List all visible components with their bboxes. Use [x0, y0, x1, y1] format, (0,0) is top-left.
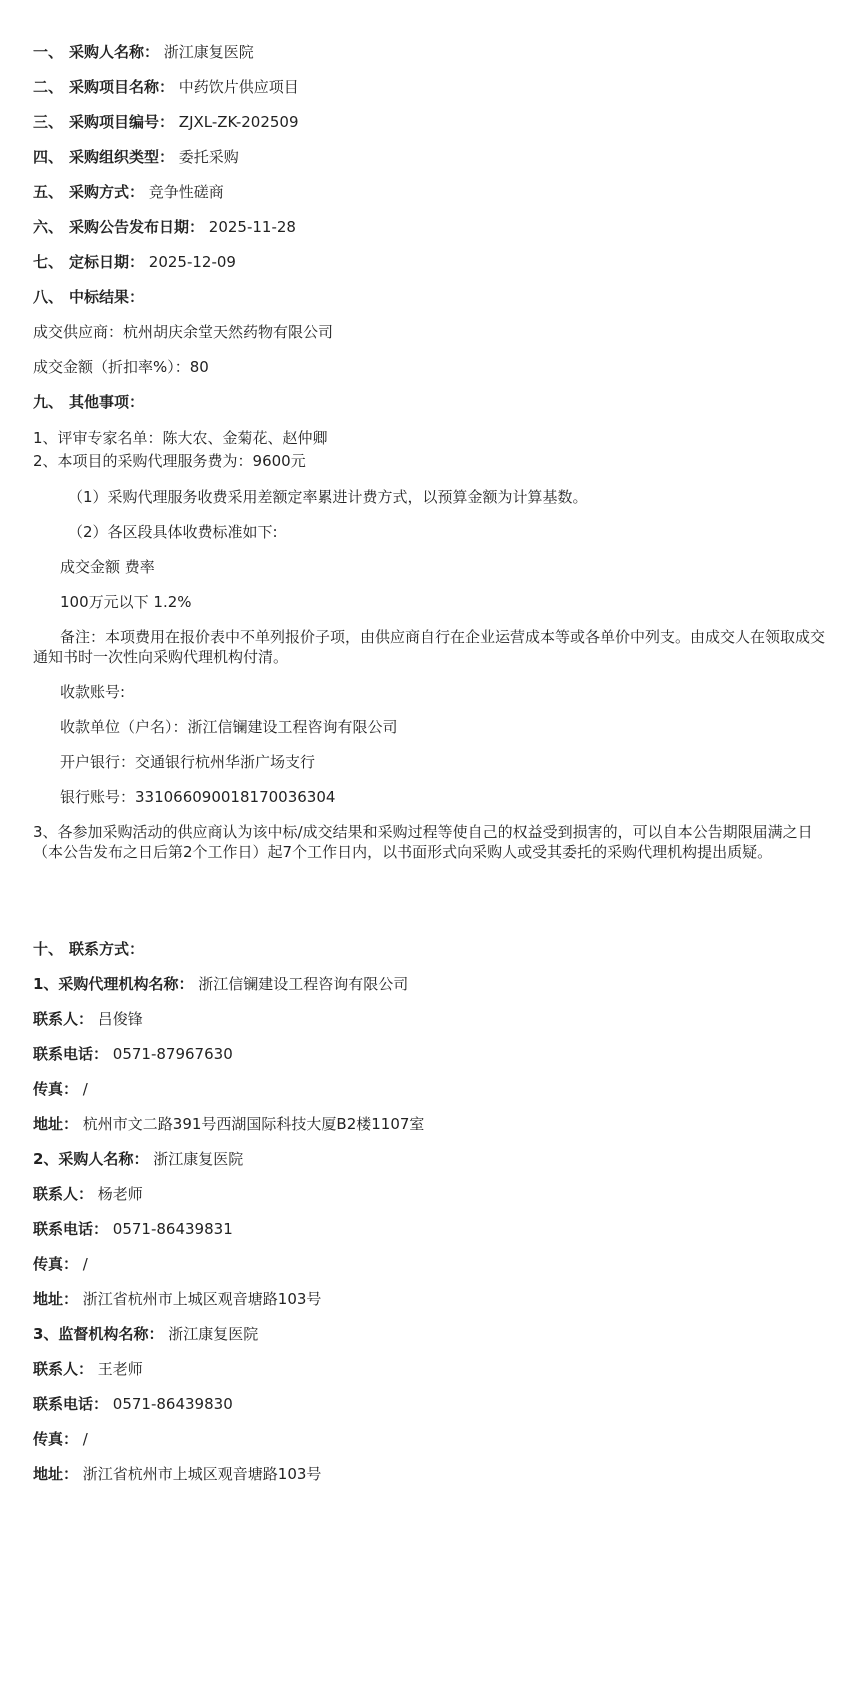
- section-value: 中药饮片供应项目: [178, 78, 299, 96]
- winning-supplier: 成交供应商：杭州胡庆余堂天然药物有限公司: [33, 323, 334, 341]
- section-number: 七、: [33, 253, 64, 271]
- section-number: 三、: [33, 113, 64, 131]
- contact-value: 杭州市文二路391号西湖国际科技大厦B2楼1107室: [82, 1115, 425, 1133]
- procurement-method-row: [33, 182, 224, 202]
- section-number: 六、: [33, 218, 64, 236]
- contact-value: /: [82, 1080, 88, 1098]
- section-label: 采购项目名称：: [69, 78, 175, 96]
- buyer-person-row: [33, 1184, 143, 1204]
- section-value: ZJXL-ZK-202509: [178, 113, 299, 131]
- section-label: 联系方式：: [69, 940, 145, 958]
- supervisor-address-row: [33, 1464, 321, 1484]
- fee-standard: （2）各区段具体收费标准如下:: [68, 523, 278, 541]
- section-label: 采购方式：: [69, 183, 145, 201]
- agency-fax-row: [33, 1079, 88, 1099]
- contact-value: /: [82, 1430, 88, 1448]
- award-date-row: [33, 252, 236, 272]
- contact-label: 联系人：: [33, 1185, 94, 1203]
- section-number: 二、: [33, 78, 64, 96]
- agency-name-row: [33, 974, 408, 994]
- contact-label: 2、采购人名称：: [33, 1150, 149, 1168]
- contact-label: 1、采购代理机构名称：: [33, 975, 194, 993]
- contact-value: /: [82, 1255, 88, 1273]
- project-number-row: [33, 112, 299, 132]
- buyer-phone-row: [33, 1219, 233, 1239]
- section-number: 九、: [33, 393, 64, 411]
- section-number: 十、: [33, 940, 64, 958]
- section-label: 其他事项：: [69, 393, 145, 411]
- contact-value: 0571-86439830: [112, 1395, 233, 1413]
- contact-label: 联系电话：: [33, 1395, 109, 1413]
- section-number: 一、: [33, 43, 64, 61]
- buyer-fax-row: [33, 1254, 88, 1274]
- contact-value: 0571-86439831: [112, 1220, 233, 1238]
- section-label: 采购人名称：: [69, 43, 160, 61]
- fee-table-header: 成交金额 费率: [60, 558, 155, 576]
- contact-value: 浙江信镧建设工程咨询有限公司: [198, 975, 409, 993]
- payee-name: 收款单位（户名）：浙江信镧建设工程咨询有限公司: [60, 718, 398, 736]
- supervisor-phone-row: [33, 1394, 233, 1414]
- contact-heading: [33, 939, 144, 959]
- supervisor-fax-row: [33, 1429, 88, 1449]
- other-matters-heading: [33, 392, 144, 412]
- contact-value: 0571-87967630: [112, 1045, 233, 1063]
- section-value: 浙江康复医院: [163, 43, 254, 61]
- section-label: 采购公告发布日期：: [69, 218, 205, 236]
- section-value: 委托采购: [178, 148, 239, 166]
- supervisor-person-row: [33, 1359, 143, 1379]
- buyer-address-row: [33, 1289, 321, 1309]
- organization-type-row: [33, 147, 239, 167]
- fee-remark: 备注：本项费用在报价表中不单列报价子项，由供应商自行在企业运营成本等或各单价中列支。由成交人在领取成交通知书时一次性向采购代理机构付清。: [33, 628, 826, 666]
- contact-label: 联系人：: [33, 1010, 94, 1028]
- publish-date-row: [33, 217, 296, 237]
- expert-list: 1、评审专家名单：陈大农、金菊花、赵仲卿: [33, 429, 328, 447]
- contact-label: 联系人：: [33, 1360, 94, 1378]
- section-number: 八、: [33, 288, 64, 306]
- contact-label: 地址：: [33, 1465, 79, 1483]
- section-label: 采购项目编号：: [69, 113, 175, 131]
- contact-label: 传真：: [33, 1430, 79, 1448]
- project-name-row: [33, 77, 299, 97]
- contact-value: 王老师: [97, 1360, 143, 1378]
- section-number: 五、: [33, 183, 64, 201]
- section-value: 2025-12-09: [148, 253, 236, 271]
- account-label: 收款账号:: [60, 683, 126, 701]
- objection-notice: 3、各参加采购活动的供应商认为该中标/成交结果和采购过程等使自己的权益受到损害的，可以自本公告期限届满之日（本公告发布之日后第2个工作日）起7个工作日内，以书面形式向采购人或受其委托的采购代理机构提出质疑。: [33, 823, 813, 861]
- section-number: 四、: [33, 148, 64, 166]
- section-label: 定标日期：: [69, 253, 145, 271]
- winning-amount: 成交金额（折扣率%）：80: [33, 358, 209, 376]
- contact-label: 地址：: [33, 1290, 79, 1308]
- bank-name: 开户银行：交通银行杭州华浙广场支行: [60, 753, 316, 771]
- contact-value: 浙江康复医院: [153, 1150, 244, 1168]
- contact-value: 杨老师: [97, 1185, 143, 1203]
- contact-label: 3、监督机构名称：: [33, 1325, 164, 1343]
- fee-method: （1）采购代理服务收费采用差额定率累进计费方式，以预算金额为计算基数。: [68, 488, 588, 506]
- agency-fee: 2、本项目的采购代理服务费为：9600元: [33, 452, 306, 470]
- contact-label: 联系电话：: [33, 1045, 109, 1063]
- bank-account-number: 银行账号：331066090018170036304: [60, 788, 336, 806]
- agency-address-row: [33, 1114, 424, 1134]
- section-value: 竞争性磋商: [148, 183, 224, 201]
- contact-label: 传真：: [33, 1080, 79, 1098]
- contact-value: 浙江省杭州市上城区观音塘路103号: [82, 1290, 322, 1308]
- supervisor-name-row: [33, 1324, 258, 1344]
- award-result-heading: [33, 287, 144, 307]
- contact-label: 传真：: [33, 1255, 79, 1273]
- buyer-name-row: [33, 1149, 243, 1169]
- purchaser-name-row: [33, 42, 254, 62]
- contact-value: 浙江省杭州市上城区观音塘路103号: [82, 1465, 322, 1483]
- contact-value: 浙江康复医院: [168, 1325, 259, 1343]
- section-label: 中标结果：: [69, 288, 145, 306]
- agency-phone-row: [33, 1044, 233, 1064]
- section-label: 采购组织类型：: [69, 148, 175, 166]
- section-value: 2025-11-28: [208, 218, 296, 236]
- agency-person-row: [33, 1009, 143, 1029]
- contact-value: 吕俊锋: [97, 1010, 143, 1028]
- contact-label: 地址：: [33, 1115, 79, 1133]
- contact-label: 联系电话：: [33, 1220, 109, 1238]
- fee-table-row: 100万元以下 1.2%: [60, 593, 192, 611]
